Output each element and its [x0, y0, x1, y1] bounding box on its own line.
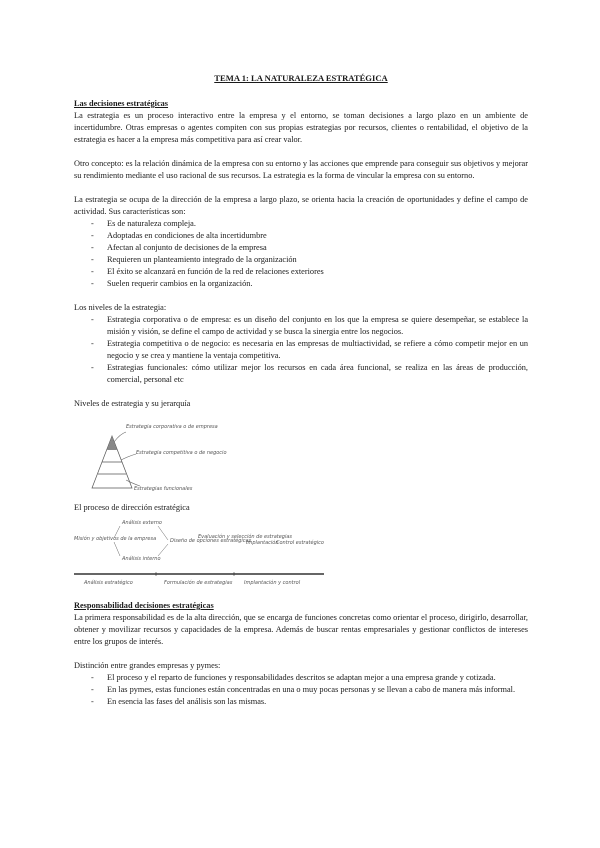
list-item: - Suelen requerir cambios en la organización. [74, 278, 528, 290]
node-mision: Misión y objetivos de la empresa [74, 536, 157, 542]
list-item: - Estrategia competitiva o de negocio: es necesaria en las empresas de multiactividad, se refiere a cómo competir mejor en un negocio y se crea y mantiene la ventaja competitiva. [74, 338, 528, 362]
node-diseno: Diseño de opciones estratégicas [170, 538, 252, 544]
pyramid-label-funcionales: Estrategias funcionales [134, 486, 193, 492]
phase-formulacion: Formulación de estrategias [164, 580, 233, 586]
section-heading-responsabilidad: Responsabilidad decisiones estratégicas [74, 601, 214, 610]
node-analisis-externo: Análisis externo [122, 520, 162, 526]
list-item: - Adoptadas en condiciones de alta incertidumbre [74, 230, 528, 242]
pyramid-figure [74, 410, 528, 502]
list-item: - Estrategias funcionales: cómo utilizar mejor los recursos en cada área funcional, se realiza en las áreas de producción, comercial, personal etc [74, 362, 528, 386]
phase-implantacion: Implantación y control [244, 580, 301, 586]
list-item: - Es de naturaleza compleja. [74, 218, 528, 230]
node-control: Control estratégico [276, 540, 324, 546]
pyramid-label-corporativa: Estrategia corporativa o de empresa [126, 424, 218, 430]
list-item: - En esencia las fases del análisis son las mismas. [74, 696, 528, 708]
pyramid-label-competitiva: Estrategia competitiva o de negocio [136, 450, 227, 456]
paragraph: Otro concepto: es la relación dinámica de la empresa con su entorno y las acciones que emprende para conseguir sus objetivos y mejorar su rendimiento mediante el uso racional de sus recursos. La estrategia es la forma de vincular la empresa con su entorno. [74, 159, 528, 180]
list-item: - El proceso y el reparto de funciones y responsabilidades descritos se adaptan mejor a una empresa grande y cotizada. [74, 672, 528, 684]
node-analisis-interno: Análisis interno [122, 556, 161, 562]
paragraph: Los niveles de la estrategia: [74, 303, 167, 312]
figure-caption: Niveles de estrategia y su jerarquía [74, 399, 191, 408]
figure-caption: El proceso de dirección estratégica [74, 503, 190, 512]
caracteristicas-list [74, 218, 528, 290]
section-heading-decisiones: Las decisiones estratégicas [74, 99, 169, 108]
list-item: - Requieren un planteamiento integrado de la organización [74, 254, 528, 266]
phase-analisis: Análisis estratégico [84, 580, 133, 586]
paragraph: Distinción entre grandes empresas y pymes: [74, 661, 221, 670]
page-title: TEMA 1: LA NATURALEZA ESTRATÉGICA [214, 73, 388, 83]
niveles-list [74, 314, 528, 386]
paragraph: La estrategia es un proceso interactivo entre la empresa y el entorno, se toman decisiones a largo plazo en un ambiente de incertidumbre. Otras empresas o agentes compiten con sus propias estrategias por recursos, clientes o rentabilidad, el objetivo de la estrategia es hacer a la empresa más competitiva para así crear valor. [74, 111, 528, 144]
list-item: - En las pymes, estas funciones están concentradas en una o muy pocas personas y se llevan a cabo de manera más informal. [74, 684, 528, 696]
list-item: - El éxito se alcanzará en función de la red de relaciones exteriores [74, 266, 528, 278]
node-implantacion: Implantación [246, 540, 279, 546]
node-evaluacion: Evaluación y selección de estrategias [198, 534, 293, 540]
paragraph: La estrategia se ocupa de la dirección de la empresa a largo plazo, se orienta hacia la creación de oportunidades y define el campo de actividad. Sus características son: [74, 195, 528, 216]
document-page [74, 72, 528, 708]
list-item: - Estrategia corporativa o de empresa: es un diseño del conjunto en los que la empresa se quiere desempeñar, se establece la misión y visión, se define el campo de actividad y se busca la sinergia entre los negocios. [74, 314, 528, 338]
process-diagram [74, 514, 528, 600]
distincion-list [74, 672, 528, 708]
list-item: - Afectan al conjunto de decisiones de la empresa [74, 242, 528, 254]
paragraph: La primera responsabilidad es de la alta dirección, que se encarga de funciones concretas como orientar el proceso, dirigirlo, desarrollar, obtener y movilizar recursos y capacidades de la empresa. Además de buscar rentas empresariales y gestionar conflictos de intereses entre los grupos de interés. [74, 613, 528, 646]
